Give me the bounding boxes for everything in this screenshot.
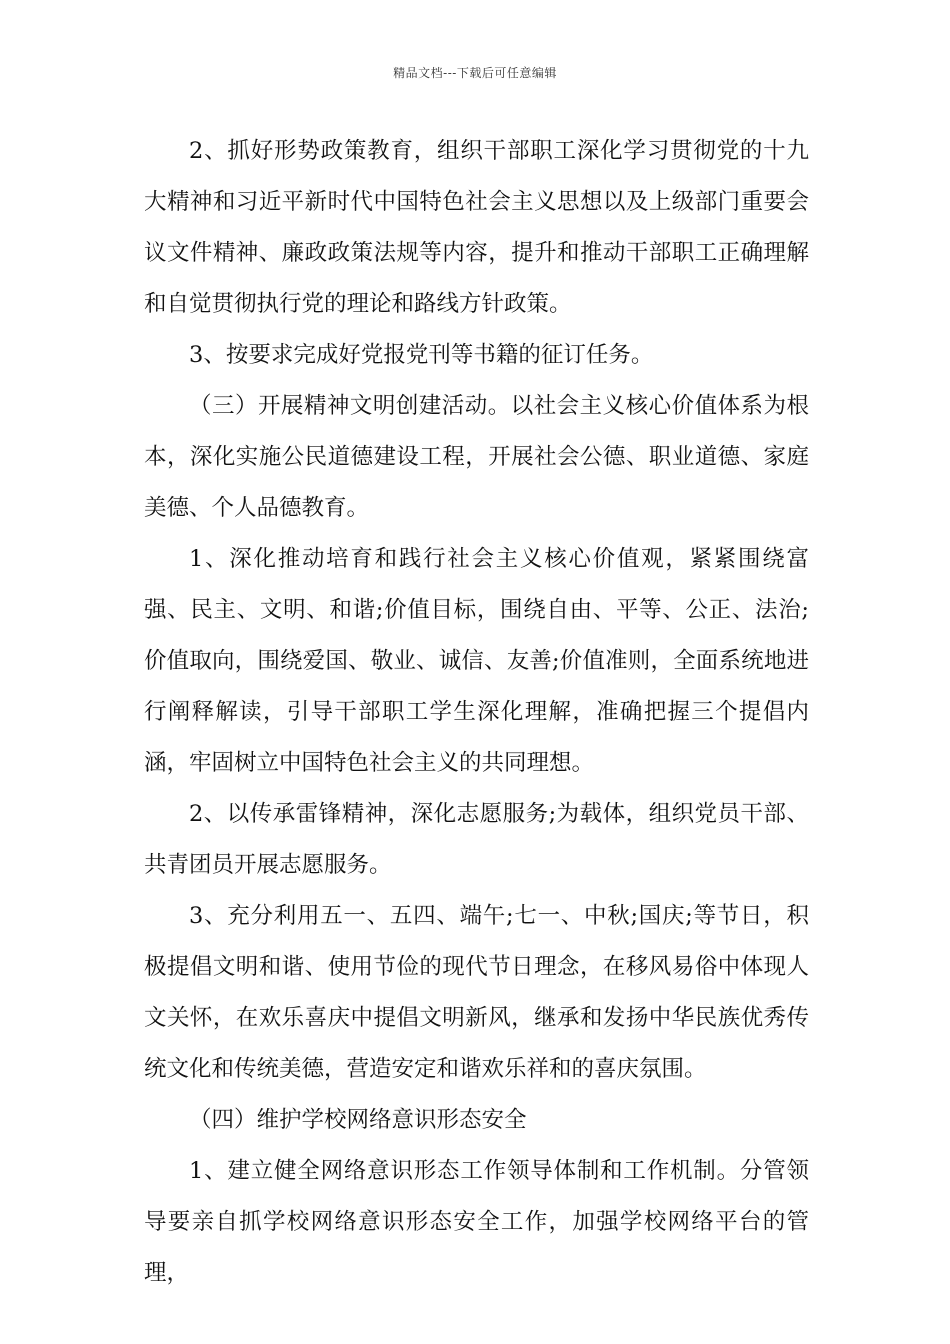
section-heading-civilization: （三）开展精神文明创建活动。以社会主义核心价值体系为根本，深化实施公民道德建设工程，开展社会公德、职业道德、家庭美德、个人品德教育。 bbox=[144, 393, 809, 521]
paragraph-network-mechanism: 1、建立健全网络意识形态工作领导体制和工作机制。分管领导要亲自抓学校网络意识形态安全工作，加强学校网络平台的管理， bbox=[144, 1158, 809, 1286]
paragraph-item-3-subscription: 3、按要求完成好党报党刊等书籍的征订任务。 bbox=[189, 342, 654, 368]
paragraph-volunteer-service: 2、以传承雷锋精神，深化志愿服务;为载体，组织党员干部、共青团员开展志愿服务。 bbox=[144, 801, 809, 878]
page-header: 精品文档---下载后可任意编辑 bbox=[393, 66, 557, 80]
paragraph-core-values: 1、深化推动培育和践行社会主义核心价值观，紧紧围绕富强、民主、文明、和谐;价值目标，围绕自由、平等、公正、法治;价值取向，围绕爱国、敬业、诚信、友善;价值准则，全面系统地进行阐释解读，引导干部职工学生深化理解，准确把握三个提倡内涵，牢固树立中国特色社会主义的共同理想。 bbox=[144, 546, 809, 776]
paragraph-item-2-situation-policy: 2、抓好形势政策教育，组织干部职工深化学习贯彻党的十九大精神和习近平新时代中国特色社会主义思想以及上级部门重要会议文件精神、廉政政策法规等内容，提升和推动干部职工正确理解和自觉贯彻执行党的理论和路线方针政策。 bbox=[144, 138, 809, 317]
document-body bbox=[144, 126, 809, 1299]
section-heading-network-security: （四）维护学校网络意识形态安全 bbox=[189, 1107, 527, 1133]
paragraph-festivals: 3、充分利用五一、五四、端午;七一、中秋;国庆;等节日，积极提倡文明和谐、使用节俭的现代节日理念，在移风易俗中体现人文关怀，在欢乐喜庆中提倡文明新风，继承和发扬中华民族优秀传统文化和传统美德，营造安定和谐欢乐祥和的喜庆氛围。 bbox=[144, 903, 809, 1082]
